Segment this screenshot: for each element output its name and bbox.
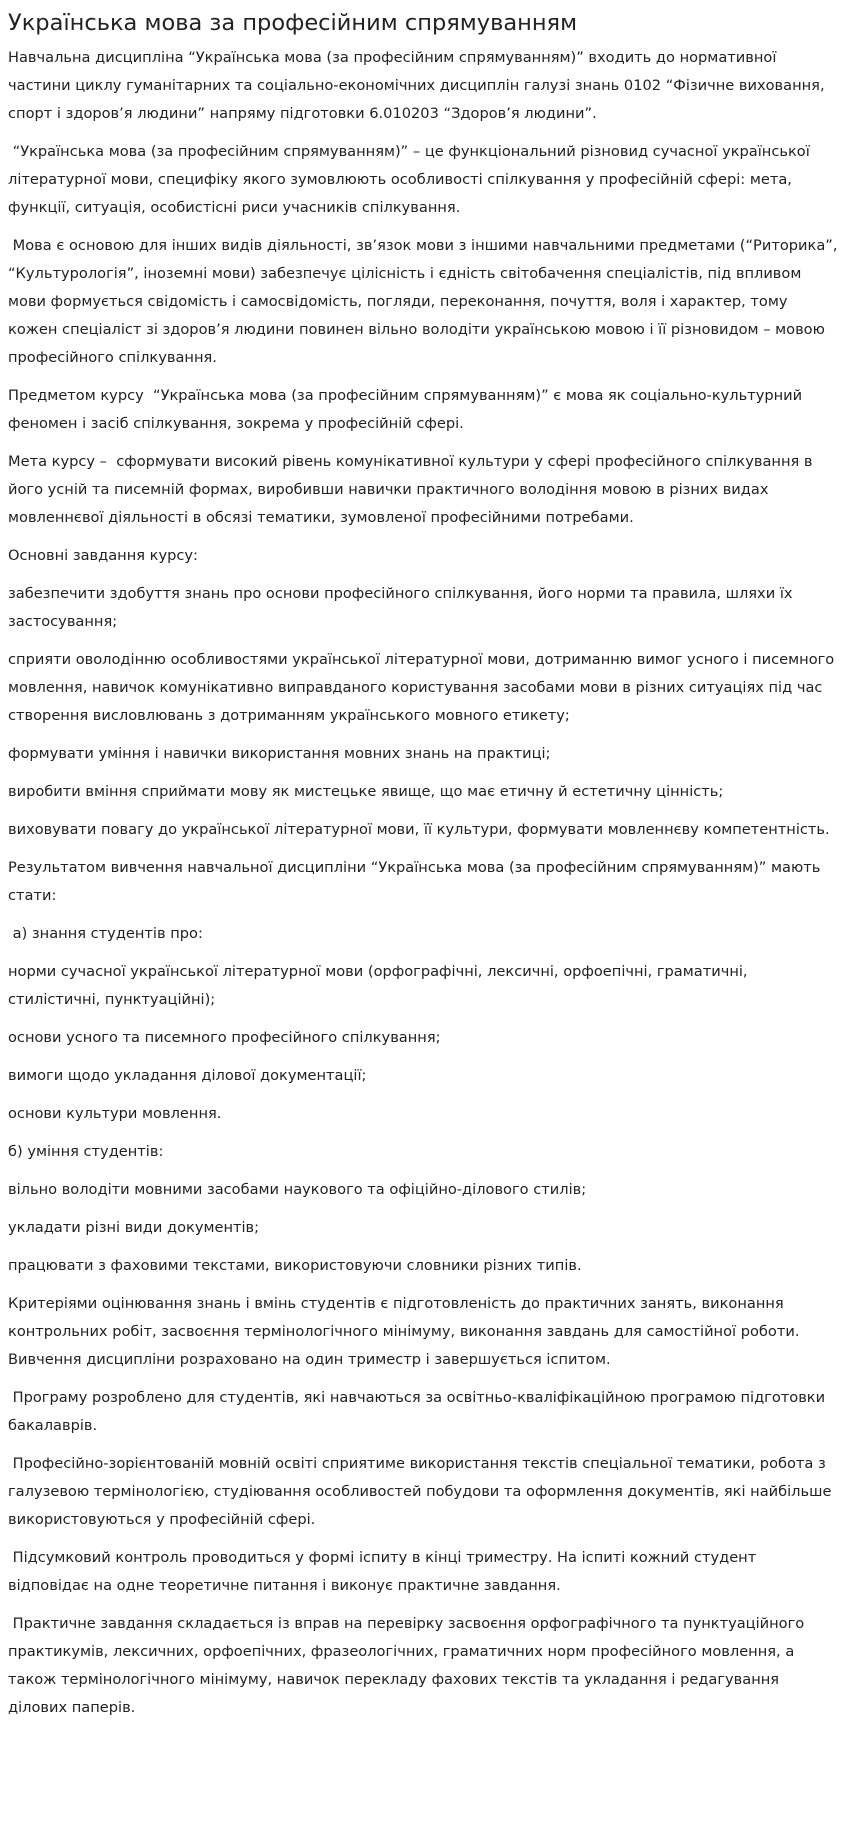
paragraph-task-4: виробити вміння сприймати мову як мистецьке явище, що має етичну й естетичну цінність; [8,783,724,800]
paragraph-skill-2: укладати різні види документів; [8,1219,260,1236]
paragraph-task-3: формувати уміння і навички використання мовних знань на практиці; [8,745,551,762]
paragraph-course-subject: Предметом курсу “Українська мова (за професійним спрямуванням)” є мова як соціально-культурний феномен і засіб спілкування, зокрема у професійній сфері. [8,387,807,432]
paragraph-knowledge-3: вимоги щодо укладання ділової документації; [8,1067,367,1084]
paragraph-knowledge-4: основи культури мовлення. [8,1105,222,1122]
paragraph-skill-1: вільно володіти мовними засобами наукового та офіційно-ділового стилів; [8,1181,587,1198]
document-body [8,44,843,1722]
paragraph-definition: “Українська мова (за професійним спрямуванням)” – це функціональний різновид сучасної української літературної мови, специфіку якого зумовлюють особливості спілкування у професійній сфері: мета, функції, ситуація, особистісні риси учасників спілкування. [8,143,815,216]
paragraph-knowledge-1: норми сучасної української літературної мови (орфографічні, лексичні, орфоепічні, граматичні, стилістичні, пунктуаційні); [8,963,753,1008]
paragraph-skills-heading: б) уміння студентів: [8,1143,164,1160]
page-title: Українська мова за професійним спрямуванням [8,10,578,36]
paragraph-program-audience: Програму розроблено для студентів, які навчаються за освітньо-кваліфікаційною програмою підготовки бакалаврів. [8,1389,830,1434]
paragraph-task-1: забезпечити здобуття знань про основи професійного спілкування, його норми та правила, шляхи їх застосування; [8,585,798,630]
paragraph-assessment-criteria: Критеріями оцінювання знань і вмінь студентів є підготовленість до практичних занять, виконання контрольних робіт, засвоєння термінологічного мінімуму, виконання завдань для самостійної роботи. Вивчення дисципліни розраховано на один триместр і завершується іспитом. [8,1295,805,1368]
paragraph-knowledge-2: основи усного та писемного професійного спілкування; [8,1029,441,1046]
paragraph-intro: Навчальна дисципліна “Українська мова (за професійним спрямуванням)” входить до нормативної частини циклу гуманітарних та соціально-економічних дисциплін галузі знань 0102 “Фізичне виховання, спорт і здоров’я людини” напряму підготовки 6.010203 “Здоров’я людини”. [8,49,830,122]
paragraph-practical-task: Практичне завдання складається із вправ на перевірку засвоєння орфографічного та пунктуаційного практикумів, лексичних, орфоепічних, фразеологічних, граматичних норм професійного мовлення, а також термінологічного мінімуму, навичок перекладу фахових текстів та укладання і редагування ділових паперів. [8,1615,809,1716]
paragraph-task-2: сприяти оволодінню особливостями української літературної мови, дотриманню вимог усного і писемного мовлення, навичок комунікативно виправданого користування засобами мови в різних ситуаціях під час створення висловлювань з дотриманням українського мовного етикету; [8,651,839,724]
paragraph-skill-3: працювати з фаховими текстами, використовуючи словники різних типів. [8,1257,582,1274]
paragraph-task-5: виховувати повагу до української літературної мови, її культури, формувати мовленнєву компетентність. [8,821,830,838]
paragraph-course-goal: Мета курсу – сформувати високий рівень комунікативної культури у сфері професійного спілкування в його усній та писемній формах, виробивши навички практичного володіння мовою в різних видах мовленнєвої діяльності в обсязі тематики, зумовленої професійними потребами. [8,453,818,526]
paragraph-knowledge-heading: а) знання студентів про: [8,925,203,942]
paragraph-tasks-heading: Основні завдання курсу: [8,547,198,564]
paragraph-final-control: Підсумковий контроль проводиться у формі іспиту в кінці триместру. На іспиті кожний студент відповідає на одне теоретичне питання і виконує практичне завдання. [8,1549,761,1594]
paragraph-language-basis: Мова є основою для інших видів діяльності, зв’язок мови з іншими навчальними предметами (“Риторика”, “Культурологія”, іноземні мови) забезпечує цілісність і єдність світобачення спеціалістів, під впливом мови формується свідомість і самосвідомість, погляди, переконання, почуття, воля і характер, тому кожен спеціаліст зі здоров’я людини повинен вільно володіти українською мовою і її різновидом – мовою професійного спілкування. [8,237,843,366]
paragraph-results-heading: Результатом вивчення навчальної дисципліни “Українська мова (за професійним спрямуванням)” мають стати: [8,859,825,904]
paragraph-professional-education: Професійно-зорієнтованій мовній освіті сприятиме використання текстів спеціальної тематики, робота з галузевою термінологією, студіювання особливостей побудови та оформлення документів, які найбільше використовуються у професійній сфері. [8,1455,837,1528]
